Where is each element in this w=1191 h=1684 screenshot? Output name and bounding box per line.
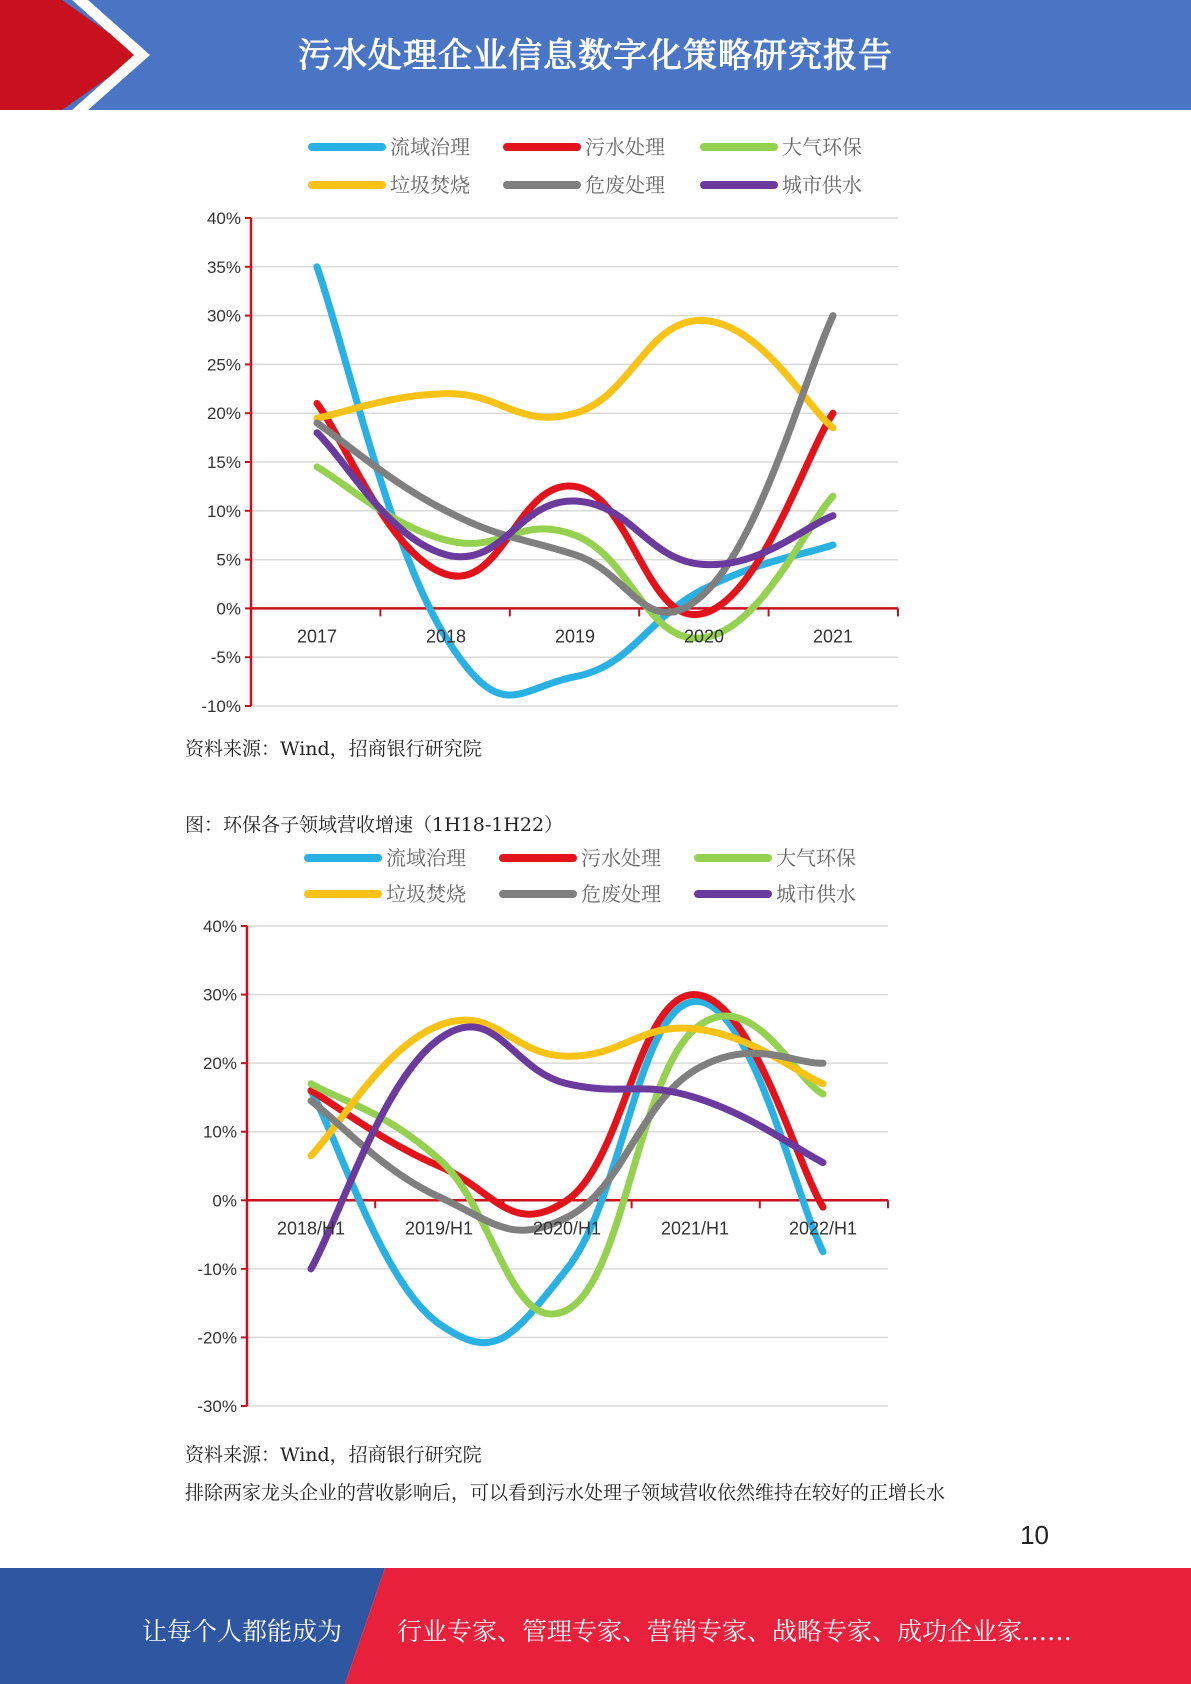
x-tick-label: 2021 [812, 626, 854, 647]
chart-1-legend [312, 136, 862, 197]
x-tick-label: 2019/H1 [404, 1218, 474, 1239]
y-tick-label: -20% [197, 1328, 237, 1348]
footer-slogan-right: 行业专家、管理专家、营销专家、战略专家、成功企业家…… [397, 1617, 1073, 1646]
y-tick-label: -10% [201, 697, 241, 716]
y-tick-label: 5% [216, 550, 241, 570]
y-tick-label: 10% [202, 1122, 237, 1142]
series-line-4 [317, 320, 833, 427]
x-tick-label: 2019 [554, 626, 596, 647]
y-tick-label: 30% [202, 985, 237, 1005]
legend-label-4: 垃圾焚烧 [386, 884, 466, 906]
x-tick-label: 2018 [425, 626, 467, 647]
legend-label-3: 大气环保 [782, 137, 862, 159]
figure-title-2: 图：环保各子领域营收增速（1H18-1H22） [185, 814, 564, 836]
y-tick-label: 35% [206, 257, 241, 277]
legend-label-2: 污水处理 [585, 137, 665, 159]
x-tick-label: 2018/H1 [276, 1218, 346, 1239]
legend-label-4: 垃圾焚烧 [390, 175, 470, 197]
body-paragraph: 排除两家龙头企业的营收影响后，可以看到污水处理子领域营收依然维持在较好的正增长水 [185, 1482, 946, 1504]
x-tick-label: 2021/H1 [660, 1218, 730, 1239]
y-tick-label: 0% [212, 1191, 237, 1211]
page-number: 10 [1020, 1520, 1049, 1550]
legend-label-2: 污水处理 [581, 848, 661, 870]
y-tick-label: 40% [202, 917, 237, 936]
series-line-4 [311, 1020, 823, 1156]
chart-2-legend [308, 847, 856, 906]
x-tick-label: 2017 [296, 626, 338, 647]
footer-slogan-left: 让每个人都能成为 [142, 1617, 343, 1646]
chart-2-svg [180, 835, 920, 1415]
y-tick-label: -30% [197, 1397, 237, 1415]
y-tick-label: 25% [206, 355, 241, 375]
series-line-6 [317, 433, 833, 565]
chart-2 [180, 835, 920, 1419]
y-tick-label: 20% [202, 1054, 237, 1074]
y-tick-label: 40% [206, 209, 241, 228]
y-tick-label: -5% [210, 648, 241, 668]
legend-label-5: 危废处理 [585, 175, 665, 197]
page-title: 污水处理企业信息数字化策略研究报告 [298, 36, 893, 76]
chart-1 [180, 125, 920, 729]
y-tick-label: 10% [206, 501, 241, 521]
legend-label-1: 流域治理 [386, 848, 466, 870]
y-tick-label: 15% [206, 453, 241, 472]
y-tick-label: 30% [206, 306, 241, 326]
source-caption-1: 资料来源：Wind，招商银行研究院 [185, 738, 482, 760]
legend-label-6: 城市供水 [776, 884, 856, 906]
legend-label-6: 城市供水 [782, 175, 862, 197]
x-tick-label: 2020/H1 [532, 1218, 602, 1239]
x-tick-label: 2022/H1 [788, 1218, 858, 1239]
legend-label-3: 大气环保 [776, 848, 856, 870]
y-tick-label: -10% [197, 1259, 237, 1279]
source-caption-2: 资料来源：Wind，招商银行研究院 [185, 1444, 482, 1466]
legend-label-5: 危废处理 [581, 884, 661, 906]
legend-label-1: 流域治理 [390, 137, 470, 159]
y-tick-label: 20% [206, 404, 241, 424]
header-bar [0, 0, 1191, 110]
y-tick-label: 0% [216, 599, 241, 619]
chart-1-svg [180, 125, 920, 725]
x-tick-label: 2020 [683, 626, 725, 647]
